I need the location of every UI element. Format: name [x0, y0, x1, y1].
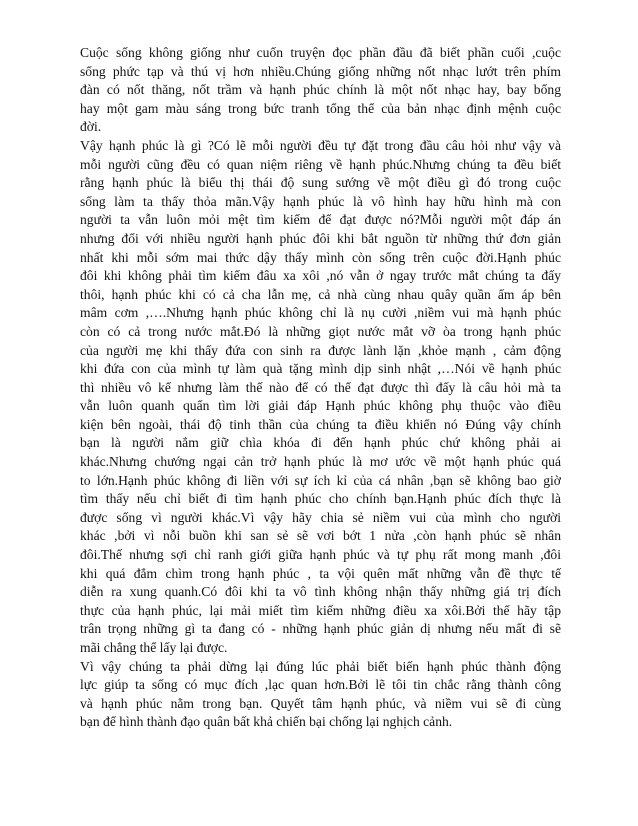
text-line: vẫn luôn quanh quẩn tìm lời giải đáp Hạnh phúc không phụ thuộc vào điều [80, 398, 561, 414]
text-line: mãi chẳng thể lấy lại được. [80, 640, 228, 655]
text-line: tìm thấy nếu chỉ biết đi tìm hạnh phúc cho chính bạn.Hạnh phúc đích thực là [80, 491, 561, 507]
text-line: to lớn.Hạnh phúc không đi liền với sự ích kỉ của cá nhân ,bạn sẽ không bao giờ [80, 472, 561, 488]
text-line: sống làm ta thấy thỏa mãn.Vậy hạnh phúc là vô hình hay hữu hình mà con [80, 193, 561, 209]
text-line: được sống vì người khác.Vì vậy hãy chia sẻ niềm vui của mình cho người [80, 509, 561, 525]
text-line: đôi khi không phải tìm kiếm đâu xa xôi ,nó vẫn ở ngay trước mắt chúng ta đấy [80, 268, 561, 284]
text-line: khi đứa con của mình tự làm quà tặng mình dịp sinh nhật ,…Nói về hạnh phúc [80, 361, 561, 377]
text-line: bạn để hình thành đạo quân bất khả chiến bại chống lại nghịch cảnh. [80, 714, 453, 730]
text-line: Cuộc sống không giống như cuốn truyện đọc phần đầu đã biết phần cuối ,cuộc [80, 45, 561, 60]
text-line: rằng hạnh phúc là biểu thị thái độ sung sướng về một điều gì đó trong cuộc [80, 175, 561, 191]
text-line: diễn ra xung quanh.Có đôi khi ta vô tình không nhận thấy những giá trị đích [80, 584, 561, 600]
text-line: nhất khi mỗi sớm mai thức dậy thấy mình còn sống trên cuộc đời.Hạnh phúc [80, 249, 561, 265]
text-line: kiện bên ngoài, thái độ tinh thần của chúng ta điều khiển nó Đúng vậy chính [80, 416, 561, 432]
text-line: còn có cả trong nước mắt.Đó là những giọt nước mắt vỡ òa trong hạnh phúc [80, 323, 561, 339]
text-line: người ta vẫn luôn mỏi mệt tìm kiếm để đạt được nó?Mỗi người một đáp án [80, 212, 561, 228]
text-line: đôi.Thế nhưng sợi chỉ ranh giới giữa hạnh phúc và tự phụ rất mong manh ,đôi [80, 547, 561, 563]
text-line: Vậy hạnh phúc là gì ?Có lẽ mỗi người đều tự đặt trong đầu câu hỏi như vậy và [80, 137, 561, 153]
text-line: của người mẹ khi thấy đứa con sinh ra được lành lặn ,khỏe mạnh , cảm động [80, 342, 561, 358]
text-line: mỗi người cũng đều có quan niệm riêng về hạnh phúc.Nhưng chúng ta đều biết [80, 156, 561, 172]
text-line: khi quá đắm chìm trong hạnh phúc , ta vội quên mất những vẫn đề thực tế [80, 565, 561, 581]
text-line: lực giúp ta sống có mục đích ,lạc quan hơn.Bởi lẽ tôi tin chắc rằng thành công [80, 677, 561, 693]
text-line: mâm cơm ,….Nhưng hạnh phúc không chỉ là nụ cười ,niềm vui mà hạnh phúc [80, 305, 561, 321]
text-line: hay một gam màu sáng trong bức tranh tổng thể của bản nhạc định mệnh cuộc [80, 100, 561, 116]
text-line: Vì vậy chúng ta phải dừng lại đúng lúc phải biết biến hạnh phúc thành động [80, 658, 561, 674]
text-line: thì nhiều vô kể nhưng làm thế nào để có thể đạt được thì đấy là câu hỏi mà ta [80, 379, 561, 395]
text-line: bạn là người nắm giữ chìa khóa đi đến hạnh phúc chứ không phải ai [80, 435, 561, 451]
essay-text [80, 44, 561, 732]
text-line: và hạnh phúc nằm trong bạn. Quyết tâm hạnh phúc, và niềm vui sẽ đi cùng [80, 695, 561, 711]
text-line: khác.Nhưng chướng ngại cản trở hạnh phúc là mơ ước về một hạnh phúc quá [80, 454, 561, 470]
text-line: sống phức tạp và thú vị hơn nhiều.Chúng giống những nốt nhạc lướt trên phím [80, 63, 561, 79]
text-line: thực của hạnh phúc, lại mải miết tìm kiếm những điều xa xôi.Bởi thế hãy tập [80, 602, 561, 618]
text-line: thôi, hạnh phúc khi có cả cha lẫn mẹ, cả nhà cùng nhau quây quần ấm áp bên [80, 286, 561, 302]
text-line: khác ,bởi vì nỗi buồn khi san sẻ sẽ vơi bớt 1 nửa ,còn hạnh phúc sẽ nhân [80, 528, 561, 544]
text-line: trân trọng những gì ta đang có - những hạnh phúc giản dị nhưng nếu mất đi sẽ [80, 621, 561, 637]
text-line: đàn có nốt thăng, nốt trầm và hạnh phúc chính là một nốt nhạc hay, bay bổng [80, 82, 561, 98]
text-line: đời. [80, 119, 102, 135]
text-line: nhưng đối với nhiều người hạnh phúc đôi khi bắt nguồn từ những thứ đơn giản [80, 230, 561, 246]
